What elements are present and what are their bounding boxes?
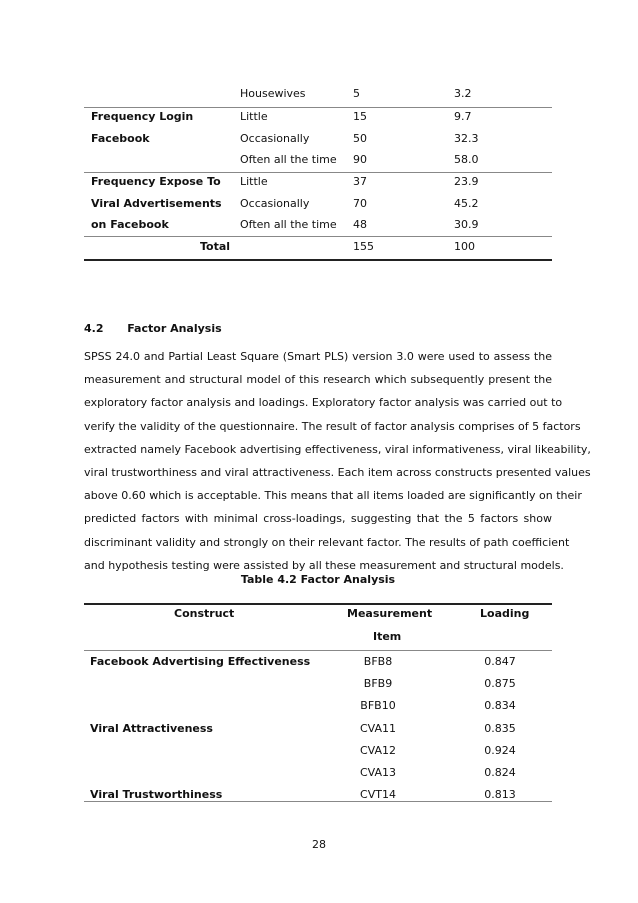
item-cell: CVA12 — [359, 743, 397, 757]
loading-cell: 0.835 — [484, 721, 516, 735]
item-cell: CVA13 — [359, 766, 397, 779]
construct-cell: Facebook Advertising Effectiveness — [90, 655, 311, 668]
percentage-cell: 30.9 — [454, 218, 479, 231]
item-cell: CVT14 — [360, 788, 396, 802]
header-construct: Construct — [174, 607, 235, 620]
percentage-cell: 9.7 — [454, 110, 472, 123]
header-item: Item — [373, 630, 402, 643]
page-number: 28 — [312, 838, 326, 851]
loading-cell: 0.824 — [484, 766, 516, 779]
frequency-cell: 90 — [353, 153, 367, 166]
table-header-rule — [84, 650, 552, 651]
response-cell: Occasionally — [240, 197, 310, 210]
item-cell: BFB8 — [363, 655, 393, 668]
table-divider — [84, 236, 552, 237]
table-caption: Table 4.2 Factor Analysis — [240, 573, 396, 586]
loading-cell: 0.834 — [484, 699, 516, 713]
item-cell: CVA11 — [359, 721, 397, 735]
paragraph-line: predicted factors with minimal cross-loadings, suggesting that the 5 factors show — [84, 512, 552, 526]
percentage-cell: 32.3 — [454, 132, 479, 145]
row-group-label: on Facebook — [91, 218, 169, 231]
percentage-cell: 58.0 — [454, 153, 479, 166]
loading-cell: 0.847 — [484, 655, 516, 668]
body-paragraph — [84, 345, 591, 577]
section-number: 4.2 — [84, 322, 104, 335]
loading-cell: 0.875 — [484, 677, 516, 691]
table-bottom-rule — [84, 259, 552, 261]
response-cell: Housewives — [240, 87, 306, 100]
header-loading: Loading — [480, 607, 530, 620]
paragraph-line: measurement and structural model of this research which subsequently present the — [84, 373, 552, 387]
header-measurement: Measurement — [347, 607, 433, 620]
frequency-cell: 70 — [353, 197, 367, 210]
row-group-label: Facebook — [91, 132, 150, 145]
response-cell: Often all the time — [240, 153, 337, 166]
paragraph-line: extracted namely Facebook advertising effectiveness, viral informativeness, viral likeability, — [84, 442, 591, 456]
item-cell: BFB10 — [360, 699, 396, 713]
paragraph-line: verify the validity of the questionnaire. The result of factor analysis comprises of 5 factors — [84, 419, 581, 433]
frequency-cell: 50 — [353, 132, 367, 145]
row-group-label: Viral Advertisements — [91, 197, 222, 210]
loading-cell: 0.813 — [484, 788, 516, 802]
response-cell: Little — [240, 110, 268, 123]
frequency-cell: 48 — [353, 218, 367, 231]
response-cell: Little — [240, 175, 268, 188]
total-label: Total — [200, 240, 231, 253]
percentage-cell: 3.2 — [454, 87, 472, 100]
frequency-cell: 5 — [353, 87, 360, 100]
paragraph-line: SPSS 24.0 and Partial Least Square (Smart PLS) version 3.0 were used to assess the — [84, 350, 552, 363]
paragraph-line: discriminant validity and strongly on their relevant factor. The results of path coefficient — [84, 535, 570, 549]
response-cell: Often all the time — [240, 218, 337, 231]
table-top-rule — [84, 603, 552, 605]
percentage-cell: 45.2 — [454, 197, 479, 210]
frequency-cell: 37 — [353, 175, 367, 188]
paragraph-line: above 0.60 which is acceptable. This means that all items loaded are significantly on their — [84, 489, 582, 503]
item-cell: BFB9 — [363, 677, 393, 691]
construct-cell: Viral Attractiveness — [90, 721, 213, 735]
paragraph-line: and hypothesis testing were assisted by all these measurement and structural models. — [84, 558, 564, 572]
total-frequency: 155 — [353, 240, 374, 253]
percentage-cell: 23.9 — [454, 175, 479, 188]
row-group-label: Frequency Login — [91, 110, 194, 123]
frequency-cell: 15 — [353, 110, 367, 123]
section-title: Factor Analysis — [127, 322, 222, 335]
section-heading — [84, 322, 222, 335]
loading-cell: 0.924 — [484, 743, 516, 757]
table-divider — [84, 801, 552, 802]
response-cell: Occasionally — [240, 132, 310, 145]
row-group-label: Frequency Expose To — [91, 175, 221, 188]
paragraph-line: exploratory factor analysis and loadings. Exploratory factor analysis was carried out to — [84, 396, 563, 410]
total-percentage: 100 — [454, 240, 475, 253]
construct-cell: Viral Trustworthiness — [90, 788, 223, 802]
paragraph-line: viral trustworthiness and viral attractiveness. Each item across constructs presented values — [84, 465, 591, 479]
